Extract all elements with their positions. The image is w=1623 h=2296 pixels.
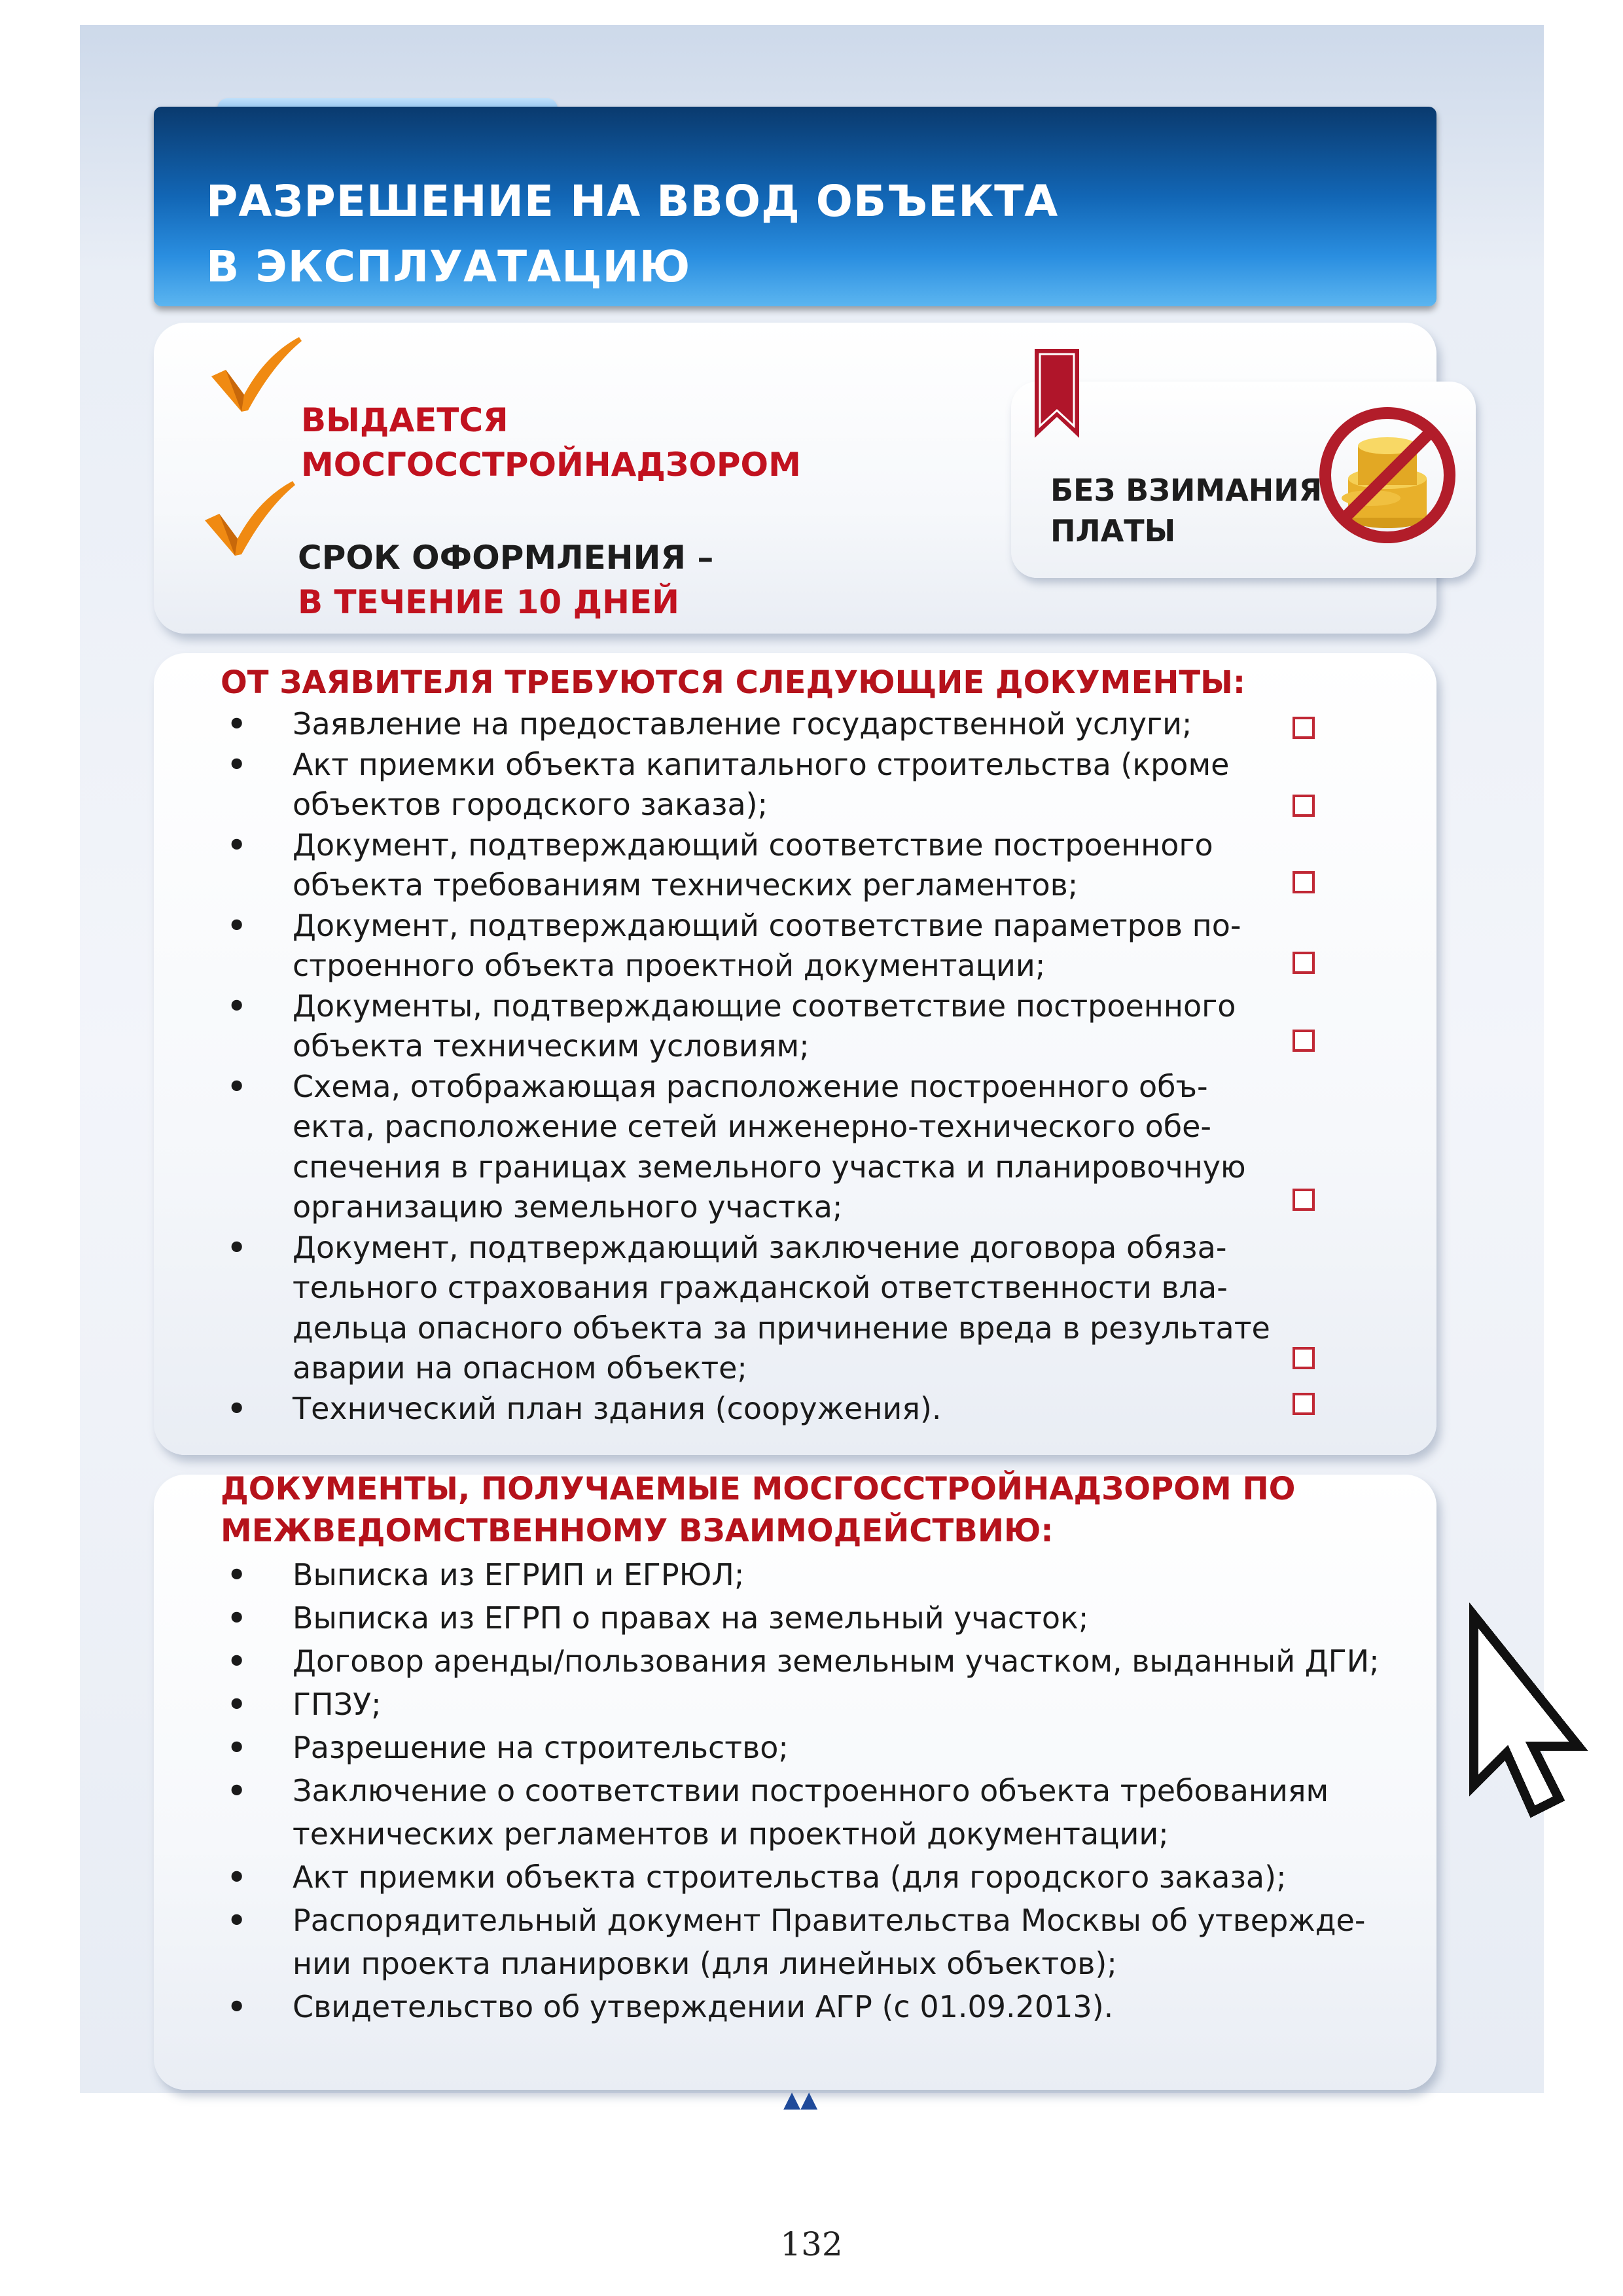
list-item-text: Акт приемки объекта капитального строительства (кроме объектов городского заказа); [293,746,1230,822]
checkbox[interactable] [1293,952,1315,974]
list-item [227,1067,1353,1228]
list-item-text: Схема, отображающая расположение построенного объ- екта, расположение сетей инженерно-технического обе- спечения в границах земельного участка и планировочную организацию земельного участка; [293,1068,1246,1225]
list-item [227,1769,1471,1856]
list-item [227,1228,1353,1389]
bullet-icon: • [227,1687,247,1722]
bullet-icon: • [227,1390,247,1426]
decorative-mark: ▲▲ [783,2087,818,2113]
bullet-icon: • [227,1229,247,1265]
list-item [227,1596,1471,1640]
list-item-text: ГПЗУ; [293,1687,382,1722]
checkbox[interactable] [1293,1347,1315,1369]
bullet-icon: • [227,1730,247,1765]
list-item-text: Документ, подтверждающий соответствие построенного объекта требованиям технических регламентов; [293,827,1213,903]
bullet-icon: • [227,1773,247,1808]
page-number: 132 [780,2225,843,2263]
list-item [227,1899,1471,1985]
applicant-docs-list [227,704,1353,1429]
bullet-icon: • [227,1557,247,1592]
list-item [227,1389,1353,1429]
bullet-icon: • [227,988,247,1024]
fee-box [1011,382,1476,578]
bullet-icon: • [227,1600,247,1636]
list-item-text: Разрешение на строительство; [293,1730,789,1765]
applicant-docs-title: ОТ ЗАЯВИТЕЛЯ ТРЕБУЮТСЯ СЛЕДУЮЩИЕ ДОКУМЕНТЫ: [221,664,1246,701]
list-item-text: Документ, подтверждающий заключение договора обяза- тельного страхования гражданской ответственности вла- дельца опасного объекта за причинение вреда в результате аварии на опасном объекте; [293,1229,1270,1386]
bullet-icon: • [227,746,247,782]
no-fee-icon [1312,400,1463,550]
info-card [154,323,1436,634]
list-item-text: Заключение о соответствии построенного объекта требованиям технических регламентов и проектной документации; [293,1773,1329,1852]
interagency-docs-list [227,1553,1471,2028]
checkbox[interactable] [1293,1393,1315,1415]
bullet-icon: • [227,1068,247,1104]
list-item-text: Заявление на предоставление государственной услуги; [293,706,1192,742]
checkbox[interactable] [1293,717,1315,739]
list-item [227,1640,1471,1683]
bullet-icon: • [227,1903,247,1938]
list-item-text: Выписка из ЕГРИП и ЕГРЮЛ; [293,1557,745,1592]
title-line-1: РАЗРЕШЕНИЕ НА ВВОД ОБЪЕКТА [206,176,1059,226]
issuer-text: ВЫДАЕТСЯ МОСГОССТРОЙНАДЗОРОМ [301,401,801,484]
checkbox[interactable] [1293,1030,1315,1052]
mouse-pointer-icon [1467,1609,1605,1844]
list-item-text: Документы, подтверждающие соответствие построенного объекта техническим условиям; [293,988,1236,1064]
list-item [227,745,1353,825]
header-banner [154,107,1436,306]
list-item [227,1553,1471,1596]
page-title [206,169,1058,300]
fee-label: БЕЗ ВЗИМАНИЯ ПЛАТЫ [1050,473,1323,548]
checkbox[interactable] [1293,1189,1315,1211]
list-item [227,906,1353,986]
list-item-text: Акт приемки объекта строительства (для городского заказа); [293,1859,1287,1895]
bullet-icon: • [227,827,247,863]
list-item [227,704,1353,745]
checkmark-icon [206,336,304,414]
list-item-text: Свидетельство об утверждении АГР (с 01.09.2013). [293,1989,1114,2024]
list-item [227,1726,1471,1769]
list-item [227,1856,1471,1899]
list-item-text: Договор аренды/пользования земельным участком, выданный ДГИ; [293,1643,1380,1679]
interagency-docs-title: ДОКУМЕНТЫ, ПОЛУЧАЕМЫЕ МОСГОССТРОЙНАДЗОРОМ ПО МЕЖВЕДОМСТВЕННОМУ ВЗАИМОДЕЙСТВИЮ: [221,1471,1296,1549]
list-item [227,1985,1471,2028]
bullet-icon: • [227,907,247,943]
list-item [227,825,1353,906]
list-item-text: Выписка из ЕГРП о правах на земельный участок; [293,1600,1089,1636]
list-item-text: Технический план здания (сооружения). [293,1390,942,1426]
checkmark-icon [200,480,298,558]
checkbox[interactable] [1293,795,1315,817]
bookmark-ribbon-icon [1031,349,1083,440]
list-item [227,986,1353,1067]
bullet-icon: • [227,1643,247,1679]
bullet-icon: • [227,1989,247,2024]
bullet-icon: • [227,1859,247,1895]
checkbox[interactable] [1293,871,1315,893]
list-item-text: Документ, подтверждающий соответствие параметров по- строенного объекта проектной документации; [293,907,1241,983]
list-item-text: Распорядительный документ Правительства Москвы об утвержде- нии проекта планировки (для линейных объектов); [293,1903,1366,1981]
term-text: СРОК ОФОРМЛЕНИЯ – В ТЕЧЕНИЕ 10 ДНЕЙ [298,539,714,621]
list-item [227,1683,1471,1726]
bullet-icon: • [227,706,247,742]
title-line-2: В ЭКСПЛУАТАЦИЮ [206,242,691,292]
leaflet-page [80,25,1544,2113]
